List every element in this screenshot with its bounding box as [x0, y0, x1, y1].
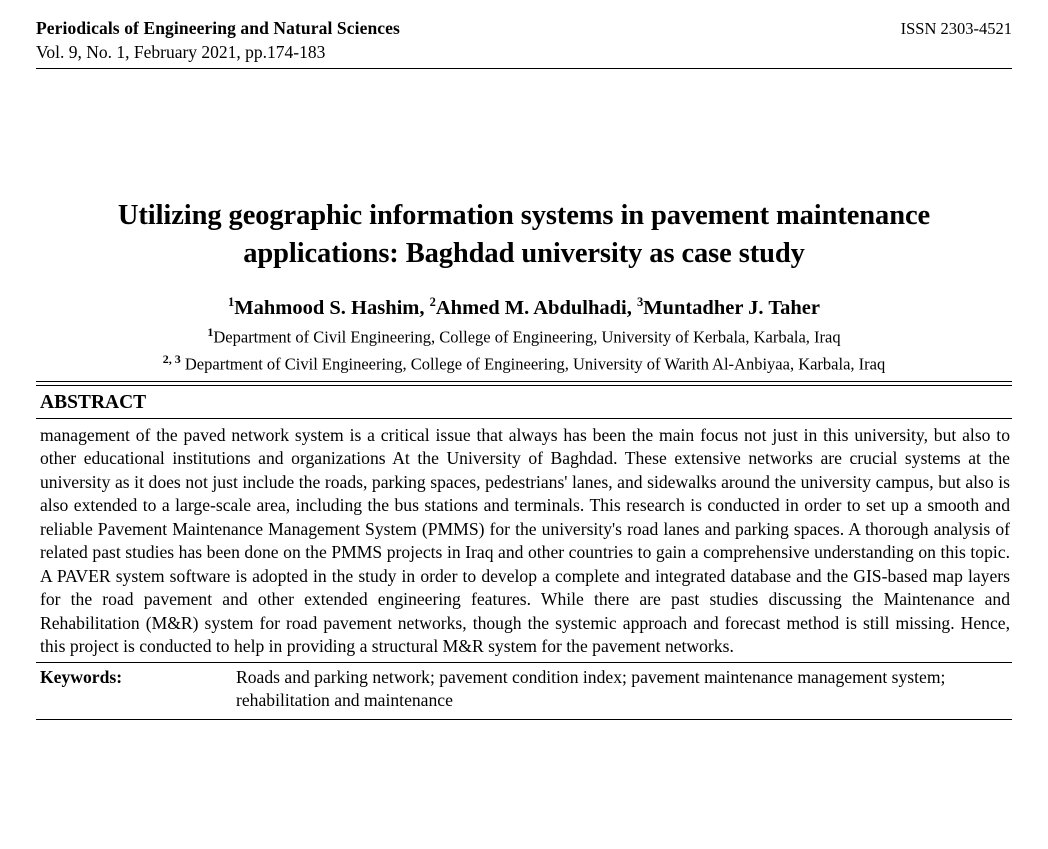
abstract-text: management of the paved network system is a critical issue that always has been the main focus not just in this university, but also to other educational institutions and organizations At the University of Baghdad. These extensive networks are crucial systems at the university as it does not just include the roads, parking spaces, pedestrians' lanes, and sidewalks around the university campus, but also is also extended to a large-scale area, including the bus stations and terminals. This research is conducted in order to set up a smooth and reliable Pavement Maintenance Management System (PMMS) for the university's road lanes and parking spaces. A thorough analysis of related past studies has been done on the PMMS projects in Iraq and other countries to gain a comprehensive understanding on this topic. A PAVER system software is adopted in the study in order to develop a complete and integrated database and the GIS-based map layers for the road pavement and other extended engineering features. While there are past studies discussing the Maintenance and Rehabilitation (M&R) system for road pavement networks, though the systemic approach and forecast method is still missing. Hence, this project is conducted to help in providing a structural M&R system for the pavement networks. [40, 424, 1010, 657]
issn: ISSN 2303-4521 [900, 19, 1012, 38]
affiliation-1-marker: 1 [207, 324, 214, 339]
author-1-name: Mahmood S. Hashim [234, 297, 420, 320]
affiliation-1 [36, 324, 1012, 349]
author-list [36, 294, 1012, 321]
keywords-label: Keywords: [40, 666, 123, 687]
author-2-name: Ahmed M. Abdulhadi [435, 297, 627, 320]
affiliation-2-text: Department of Civil Engineering, College of Engineering, University of Warith Al-Anbiyaa, Karbala, Iraq [184, 354, 886, 374]
affiliation-1-text: Department of Civil Engineering, College of Engineering, University of Kerbala, Karbala, Iraq [213, 327, 841, 347]
affiliation-2 [36, 351, 1012, 376]
page-title: Utilizing geographic information systems in pavement maintenance applications: Baghdad university as case study [117, 199, 931, 269]
header-divider [36, 68, 1012, 69]
keywords-bottom-divider [36, 719, 1012, 720]
volume-line: Vol. 9, No. 1, February 2021, pp.174-183 [36, 41, 326, 62]
author-2-marker: 2 [429, 295, 436, 310]
author-3-marker: 3 [636, 295, 644, 310]
author-1-marker: 1 [228, 295, 235, 310]
abstract-heading: ABSTRACT [40, 391, 147, 413]
keywords-value: Roads and parking network; pavement condition index; pavement maintenance management system; rehabilitation and maintenance [236, 666, 946, 711]
author-separator-1: , [419, 297, 430, 320]
running-head [36, 18, 1012, 40]
author-separator-2: , [626, 297, 637, 320]
keywords-row [36, 663, 1012, 717]
journal-name: Periodicals of Engineering and Natural Sciences [36, 18, 400, 38]
author-3-name: Muntadher J. Taher [643, 297, 820, 320]
affiliation-2-marker: 2, 3 [162, 351, 181, 366]
title-block [36, 197, 1012, 376]
